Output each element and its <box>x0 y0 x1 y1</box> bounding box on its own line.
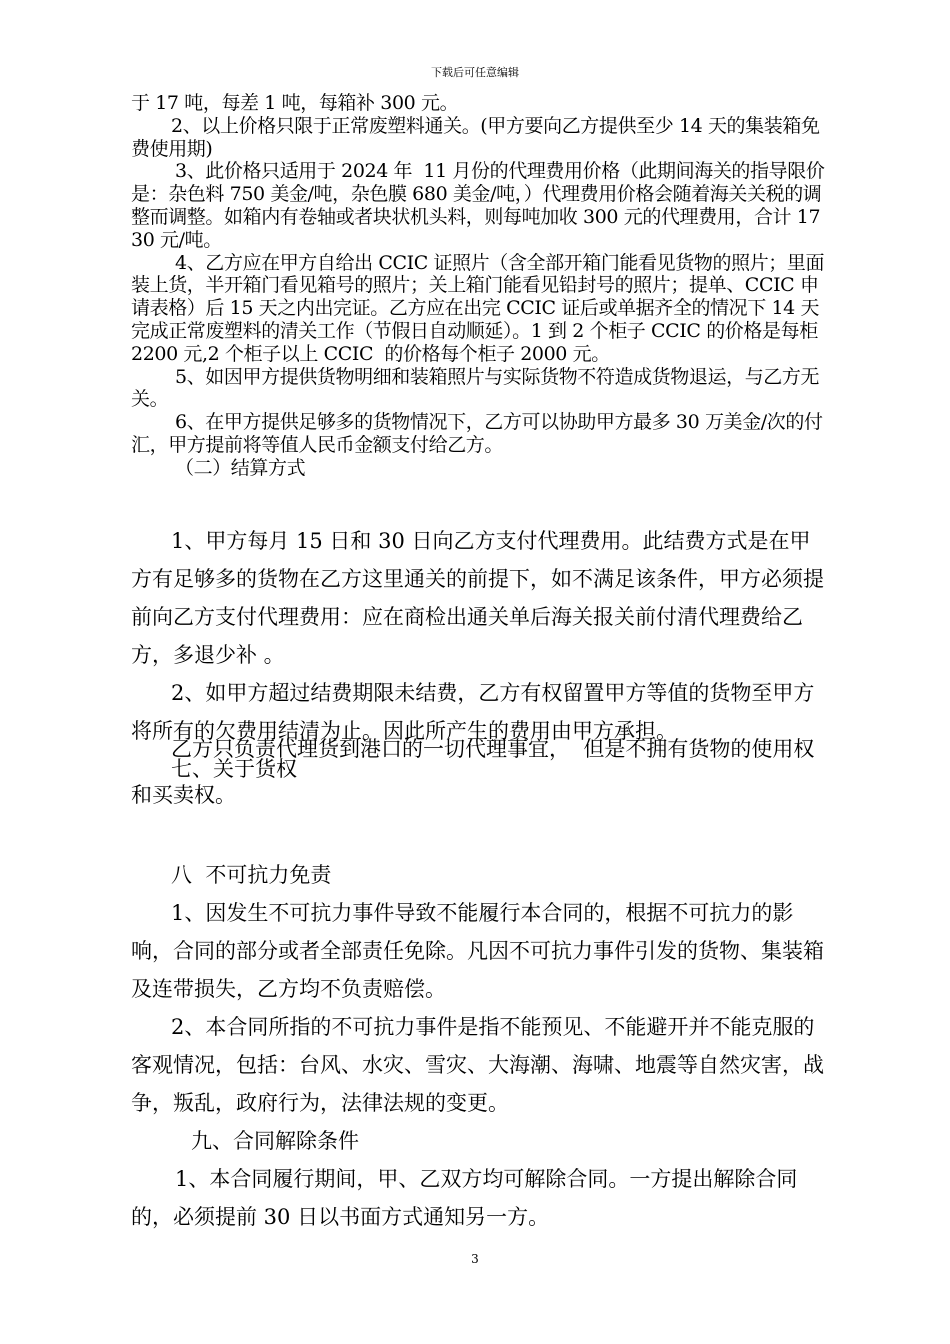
pricing-terms-section <box>131 92 831 480</box>
page-number: 3 <box>471 1252 479 1266</box>
paragraph-item-5: 5、如因甲方提供货物明细和装箱照片与实际货物不符造成货物退运，与乙方无关。 <box>131 365 820 411</box>
paragraph-settlement-2: 2、如甲方超过结费期限未结费，乙方有权留置甲方等值的货物至甲方将所有的欠费用结清为止。因此所产生的费用由甲方承担。 <box>131 681 815 743</box>
heading-section-8: 八 不可抗力免责 <box>171 863 332 887</box>
paragraph-force-majeure-1: 1、因发生不可抗力事件导致不能履行本合同的，根据不可抗力的影响，合同的部分或者全部责任免除。凡因不可抗力事件引发的货物、集装箱及连带损失，乙方均不负责赔偿。 <box>131 901 824 1001</box>
paragraph-price-continuation: 于 17 吨，每差 1 吨，每箱补 300 元。 <box>131 92 459 114</box>
page-header: 下载后可任意编辑 <box>431 66 519 79</box>
paragraph-item-3: 3、此价格只适用于 2024 年 11 月份的代理费用价格（此期间海关的指导限价是：杂色料 750 美金/吨，杂色膜 680 美金/吨，）代理费用价格会随着海关关税的调整而调整。如箱内有卷轴或者块状机头料，则每吨加收 300 元的代理费用，合计 1730 元/吨。 <box>131 160 825 251</box>
paragraph-termination-1: 1、本合同履行期间，甲、乙双方均可解除合同。一方提出解除合同的，必须提前 30 日以书面方式通知另一方。 <box>131 1167 798 1229</box>
paragraph-cargo-rights: 乙方只负责代理货到港口的一切代理事宜， 但是不拥有货物的使用权和买卖权。 <box>131 737 815 807</box>
force-majeure-section <box>131 856 831 1236</box>
cargo-rights-section <box>131 726 831 818</box>
paragraph-force-majeure-2: 2、本合同所指的不可抗力事件是指不能预见、不能避开并不能克服的客观情况，包括：台风、水灾、雪灾、大海潮、海啸、地震等自然灾害，战争，叛乱，政府行为，法律法规的变更。 <box>131 1015 824 1115</box>
heading-section-7: 七、关于货权 <box>171 757 297 781</box>
paragraph-item-2: 2、以上价格只限于正常废塑料通关。(甲方要向乙方提供至少 14 天的集装箱免费使用期) <box>131 114 820 160</box>
paragraph-item-6: 6、在甲方提供足够多的货物情况下，乙方可以协助甲方最多 30 万美金/次的付汇，甲方提前将等值人民币金额支付给乙方。 <box>131 411 823 456</box>
heading-settlement: （二）结算方式 <box>175 456 306 479</box>
paragraph-settlement-1: 1、甲方每月 15 日和 30 日向乙方支付代理费用。此结费方式是在甲方有足够多的货物在乙方这里通关的前提下，如不满足该条件，甲方必须提前向乙方支付代理费用：应在商检出通关单后海关报关前付清代理费给乙方，多退少补 。 <box>131 529 824 667</box>
paragraph-item-4: 4、乙方应在甲方自给出 CCIC 证照片（含全部开箱门能看见货物的照片；里面装上货，半开箱门看见箱号的照片；关上箱门能看见铅封号的照片；提单、CCIC 申请表格）后 15 天之内出完证。乙方应在出完 CCIC 证后或单据齐全的情况下 14 天完成正常废塑料的清关工作（节假日自动顺延）。1 到 2 个柜子 CCIC 的价格是每柜 2200 元,2 个柜子以上 CCIC 的价格每个柜子 2000 元。 <box>131 251 825 365</box>
heading-section-9: 九、合同解除条件 <box>191 1129 359 1153</box>
